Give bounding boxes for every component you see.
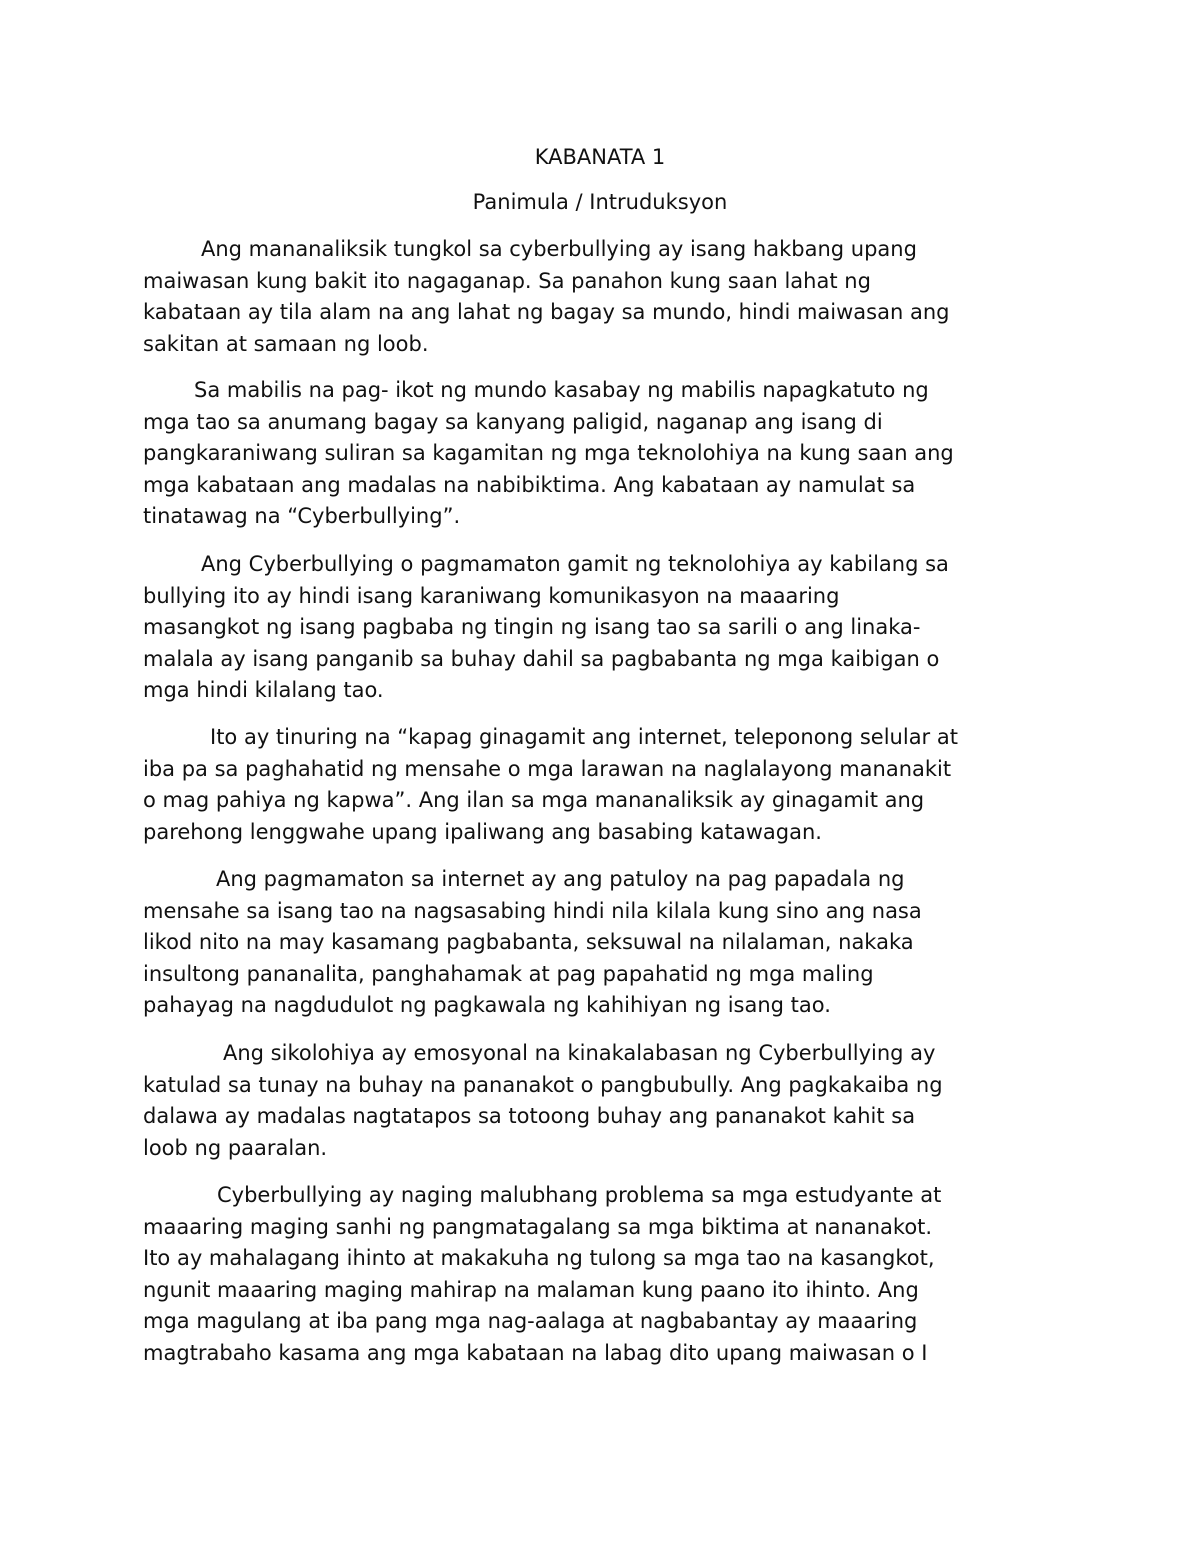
text-line: mga hindi kilalang tao.: [143, 678, 384, 703]
text-line: o mag pahiya ng kapwa”. Ang ilan sa mga mananaliksik ay ginagamit ang: [143, 788, 925, 813]
text-line: mga kabataan ang madalas na nabibiktima. Ang kabataan ay namulat sa: [143, 472, 916, 497]
text-line: mga magulang at iba pang mga nag-aalaga at nagbabantay ay maaaring: [143, 1309, 918, 1334]
paragraph-7: [143, 1180, 1063, 1370]
text-line: maiwasan kung bakit ito nagaganap. Sa panahon kung saan lahat ng: [143, 268, 871, 293]
text-line: magtrabaho kasama ang mga kabataan na labag dito upang maiwasan o I: [143, 1340, 928, 1365]
text-line: pangkaraniwang suliran sa kagamitan ng mga teknolohiya na kung saan ang: [143, 441, 954, 466]
text-line: iba pa sa paghahatid ng mensahe o mga larawan na naglalayong mananakit: [143, 756, 952, 781]
text-line: tinatawag na “Cyberbullying”.: [143, 504, 461, 529]
text-line: ngunit maaaring maging mahirap na malaman kung paano ito ihinto. Ang: [143, 1277, 919, 1302]
paragraph-1: [143, 234, 1063, 360]
text-line: mensahe sa isang tao na nagsasabing hindi nila kilala kung sino ang nasa: [143, 898, 922, 923]
text-line: loob ng paaralan.: [143, 1135, 328, 1160]
paragraph-6: [143, 1038, 1063, 1164]
text-line: Cyberbullying ay naging malubhang problema sa mga estudyante at: [217, 1183, 942, 1207]
text-line: Ang Cyberbullying o pagmamaton gamit ng teknolohiya ay kabilang sa: [201, 552, 949, 576]
paragraph-5: [143, 864, 1063, 1022]
text-line: pahayag na nagdudulot ng pagkawala ng kahihiyan ng isang tao.: [143, 993, 831, 1018]
text-line: malala ay isang panganib sa buhay dahil sa pagbabanta ng mga kaibigan o: [143, 646, 940, 671]
chapter-title: KABANATA 1: [534, 145, 666, 169]
paragraph-3: [143, 549, 1063, 707]
text-line: Ito ay tinuring na “kapag ginagamit ang internet, teleponong selular at: [210, 725, 958, 749]
text-line: Ang pagmamaton sa internet ay ang patuloy na pag papadala ng: [216, 867, 905, 891]
text-line: Ang sikolohiya ay emosyonal na kinakalabasan ng Cyberbullying ay: [223, 1041, 936, 1065]
text-line: dalawa ay madalas nagtatapos sa totoong buhay ang pananakot kahit sa: [143, 1104, 916, 1129]
text-line: maaaring maging sanhi ng pangmatagalang sa mga biktima at nananakot.: [143, 1214, 933, 1239]
text-line: likod nito na may kasamang pagbabanta, seksuwal na nilalaman, nakaka: [143, 930, 914, 955]
text-line: Ang mananaliksik tungkol sa cyberbullying ay isang hakbang upang: [201, 237, 917, 261]
section-title: Panimula / Intruduksyon: [472, 190, 728, 214]
text-line: mga tao sa anumang bagay sa kanyang paligid, naganap ang isang di: [143, 409, 883, 434]
text-line: masangkot ng isang pagbaba ng tingin ng isang tao sa sarili o ang linaka-: [143, 615, 921, 640]
text-line: kabataan ay tila alam na ang lahat ng bagay sa mundo, hindi maiwasan ang: [143, 300, 950, 325]
text-line: katulad sa tunay na buhay na pananakot o pangbubully. Ang pagkakaiba ng: [143, 1072, 943, 1097]
text-line: sakitan at samaan ng loob.: [143, 331, 429, 356]
paragraph-4: [143, 722, 1063, 848]
text-line: parehong lenggwahe upang ipaliwang ang basabing katawagan.: [143, 819, 822, 844]
text-line: insultong pananalita, panghahamak at pag papahatid ng mga maling: [143, 961, 874, 986]
paragraph-2: [143, 375, 1063, 533]
text-line: Ito ay mahalagang ihinto at makakuha ng tulong sa mga tao na kasangkot,: [143, 1246, 935, 1271]
text-line: bullying ito ay hindi isang karaniwang komunikasyon na maaaring: [143, 583, 840, 608]
text-line: Sa mabilis na pag- ikot ng mundo kasabay ng mabilis napagkatuto ng: [194, 378, 929, 402]
